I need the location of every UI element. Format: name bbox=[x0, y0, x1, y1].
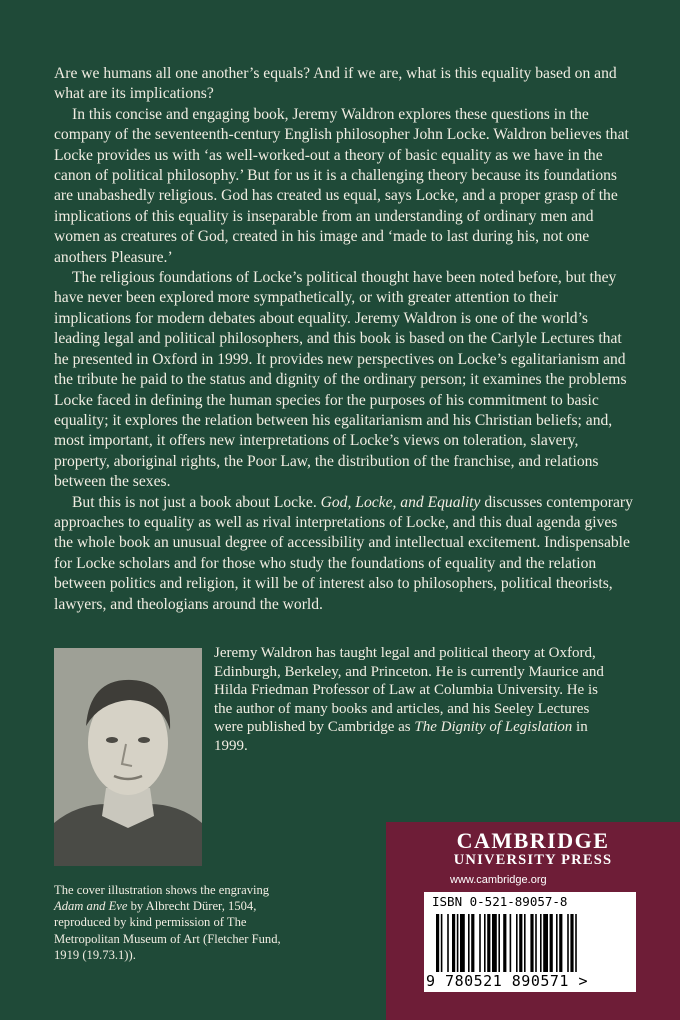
barcode bbox=[424, 892, 636, 992]
ean-number: 9 780521 890571 > bbox=[426, 972, 589, 990]
author-book-title: The Dignity of Legislation bbox=[414, 719, 573, 736]
credit-artwork-title: Adam and Eve bbox=[54, 899, 128, 914]
author-bio-text: Jeremy Waldron has taught legal and political theory at Oxford, Edinburgh, Berkeley, and Princeton. He is currently Maurice and Hilda Friedman Professor of Law at Columbia University. He is the author of many books and articles, and his Seeley Lectures were published by Cambridge as bbox=[214, 645, 604, 736]
author-bio-tail: in 1999. bbox=[214, 719, 588, 754]
publisher-subtitle: UNIVERSITY PRESS bbox=[453, 852, 613, 868]
back-cover-blurb bbox=[54, 64, 634, 615]
blurb-p4-rest: discusses contemporary approaches to equality as well as rival interpretations of Locke, and this dual agenda gives the whole book an unusual degree of accessibility and intellectual excitement. Indispensable for Locke scholars and for those who study the foundations of equality and the relation between politics and religion, it will be of interest also to philosophers, political theorists, lawyers, and theologians around the world. bbox=[54, 493, 633, 613]
credit-rest: by Albrecht Dürer, 1504, reproduced by kind permission of The Metropolitan Museum of Art (Fletcher Fund, 1919 (19.73.1)). bbox=[54, 899, 281, 962]
author-photo bbox=[54, 648, 202, 866]
book-title-italic: God, Locke, and Equality bbox=[320, 493, 481, 511]
blurb-paragraph-1: Are we humans all one another’s equals? And if we are, what is this equality based on and what are its implications? bbox=[54, 65, 617, 103]
author-portrait-image bbox=[54, 648, 202, 866]
blurb-paragraph-2: In this concise and engaging book, Jeremy Waldron explores these questions in the company of the seventeenth-century English philosopher John Locke. Waldron believes that Locke provides us with ‘as well-worked-out a theory of basic equality as we have in the canon of political philosophy.’ But for us it is a challenging theory because its foundations are unabashedly religious. God has created us equal, says Locke, and a proper grasp of the implications of this equality is inseparable from an understanding of ordinary men and women as creatures of God, created in his image and ‘made to last during his, not one anothers Pleasure.’ bbox=[54, 105, 629, 266]
blurb-p4-lead: But this is not just a book about Locke. bbox=[72, 493, 321, 511]
publisher-url: www.cambridge.org bbox=[450, 874, 547, 886]
blurb-paragraph-3: The religious foundations of Locke’s political thought have been noted before, but they have never been explored more sympathetically, or with greater attention to their implications for modern debates about equality. Jeremy Waldron is one of the world’s leading legal and political philosophers, and this book is based on the Carlyle Lectures that he presented in Oxford in 1999. It provides new perspectives on Locke’s egalitarianism and the tribute he paid to the status and dignity of the ordinary person; it examines the problems Locke faced in defining the human species for the purposes of his commitment to basic equality; it explores the relation between his egalitarianism and his Christian beliefs; and, most important, it offers new interpretations of Locke’s views on toleration, slavery, property, aboriginal rights, the Poor Law, the distribution of the franchise, and relations between the sexes. bbox=[54, 269, 627, 491]
publisher-panel bbox=[386, 822, 680, 1020]
cover-illustration-credit bbox=[54, 882, 290, 963]
publisher-name: CAMBRIDGE bbox=[456, 828, 610, 853]
barcode-bars bbox=[436, 914, 624, 972]
credit-lead: The cover illustration shows the engraving bbox=[54, 883, 270, 897]
isbn-label: ISBN 0-521-89057-8 bbox=[432, 894, 568, 909]
author-bio bbox=[214, 644, 614, 756]
blurb-paragraph-4 bbox=[54, 493, 634, 615]
